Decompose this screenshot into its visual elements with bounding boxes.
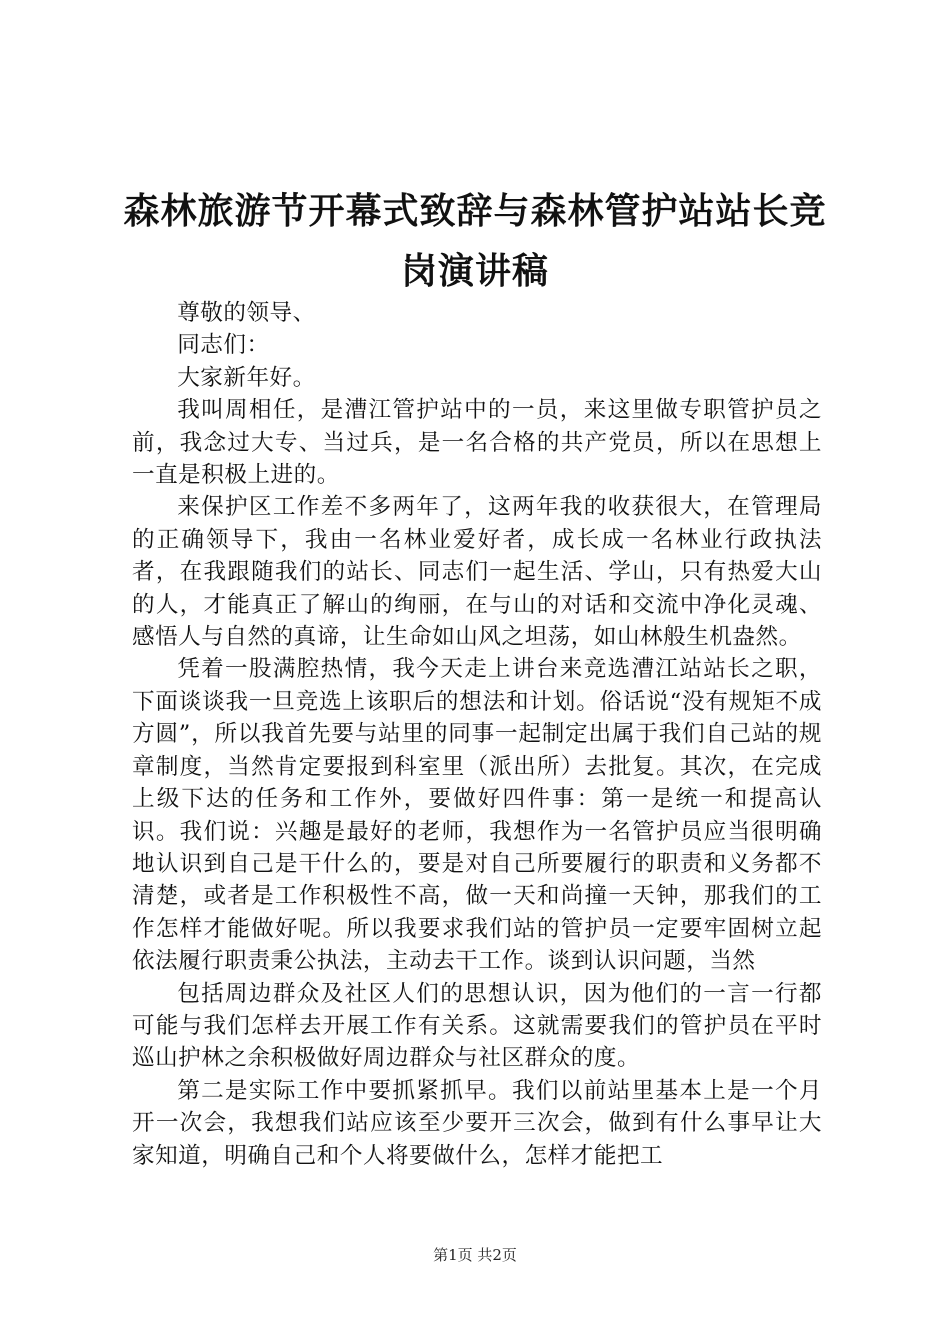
paragraph: 凭着一股满腔热情，我今天走上讲台来竞选漕江站站长之职，下面谈谈我一旦竞选上该职后的想法和计划。俗话说“没有规矩不成方圆”，所以我首先要与站里的同事一起制定出属于我们自己站的规章制度，当然肯定要报到科室里（派出所）去批复。其次，在完成上级下达的任务和工作外，要做好四件事：第一是统一和提高认识。我们说：兴趣是最好的老师，我想作为一名管护员应当很明确地认识到自己是干什么的，要是对自己所要履行的职责和义务都不清楚，或者是工作积极性不高，做一天和尚撞一天钟，那我们的工作怎样才能做好呢。所以我要求我们站的管护员一定要牢固树立起依法履行职责秉公执法，主动去干工作。谈到认识问题，当然: [132, 656, 822, 975]
paragraph: 包括周边群众及社区人们的思想认识，因为他们的一言一行都可能与我们怎样去开展工作有关系。这就需要我们的管护员在平时巡山护林之余积极做好周边群众与社区群众的度。: [132, 980, 822, 1072]
page-number-footer: 第1页 共2页: [433, 1246, 517, 1264]
paragraph: 同志们：: [177, 332, 270, 359]
document-title: 森林旅游节开幕式致辞与森林管护站站长竞岗演讲稿: [123, 191, 827, 292]
paragraph: 尊敬的领导、: [177, 300, 316, 326]
paragraph: 来保护区工作差不多两年了，这两年我的收获很大，在管理局的正确领导下，我由一名林业爱好者，成长成一名林业行政执法者，在我跟随我们的站长、同志们一起生活、学山，只有热爱大山的人，才能真正了解山的绚丽，在与山的对话和交流中净化灵魂、感悟人与自然的真谛，让生命如山风之坦荡，如山林般生机盎然。: [132, 494, 822, 651]
paragraph: 我叫周相任，是漕江管护站中的一员，来这里做专职管护员之前，我念过大专、当过兵，是一名合格的共产党员，所以在思想上一直是积极上进的。: [132, 397, 822, 489]
document-body: [132, 297, 822, 1172]
paragraph: 大家新年好。: [177, 364, 316, 391]
paragraph: 第二是实际工作中要抓紧抓早。我们以前站里基本上是一个月开一次会，我想我们站应该至少要开三次会，做到有什么事早让大家知道，明确自己和个人将要做什么，怎样才能把工: [132, 1077, 822, 1169]
